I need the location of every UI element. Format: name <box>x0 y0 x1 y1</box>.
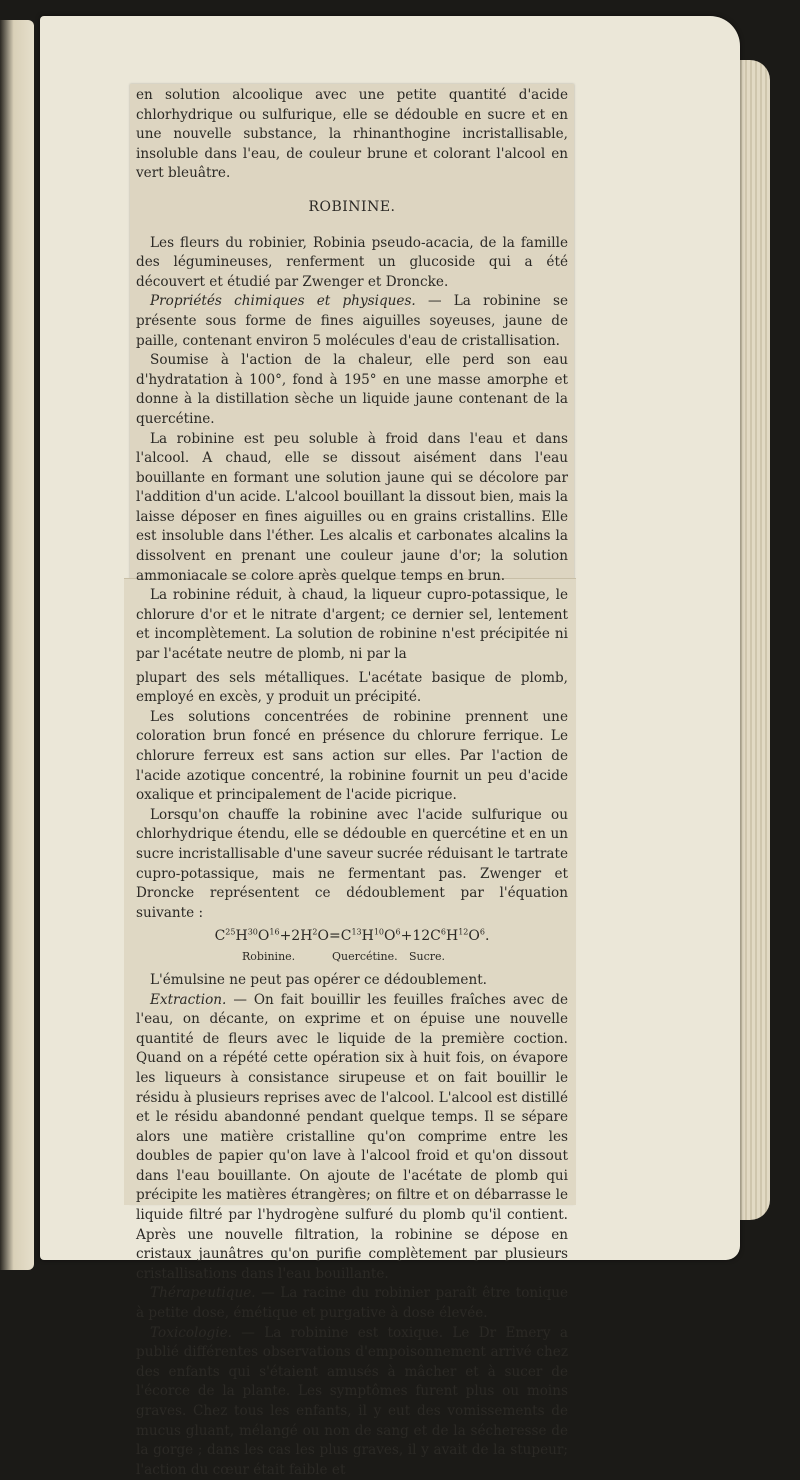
paragraph-intro: Les fleurs du robinier, Robinia pseudo-acacia, de la famille des légumineuses, renferment un glucoside qui a été découvert et étudié par Zwenger et Droncke. <box>136 234 568 290</box>
paragraph-reduction: La robinine réduit, à chaud, la liqueur cupro-potassique, le chlorure d'or et le nitrate d'argent; ce dernier sel, lentement et incomplètement. La solution de robinine n'est précipitée ni par l'acétate neutre de plomb, ni par la <box>136 587 568 663</box>
paragraph-heating: Lorsqu'on chauffe la robinine avec l'acide sulfurique ou chlorhydrique étendu, elle se dédouble en quercétine et en un sucre incristallisable d'une saveur sucrée réduisant le tartrate cupro-potassique, mais ne fermentant pas. Zwenger et Droncke représentent ce dédoublement par l'équation suivante : <box>136 806 568 921</box>
equation-labels <box>136 947 568 965</box>
extraction-label: Extraction. <box>150 991 227 1008</box>
paragraph-emulsine: L'émulsine ne peut pas opérer ce dédoublement. <box>150 971 487 988</box>
properties-text: — La robinine se présente sous forme de fines aiguilles soyeuses, jaune de paille, contenant environ 5 molécules d'eau de cristallisation. <box>136 293 568 349</box>
paragraph-concentrated: Les solutions concentrées de robinine prennent une coloration brun foncé en présence du chlorure ferrique. Le chlorure ferreux est sans action sur elles. Par l'action de l'acide azotique concentré, la robinine fournit un peu d'acide oxalique et principalement de l'acide picrique. <box>136 708 568 804</box>
left-page-edge <box>0 20 34 1270</box>
paragraph-therapeutic <box>136 1284 568 1323</box>
label-sucre: Sucre. <box>409 949 446 963</box>
paragraph-reduction-cont: plupart des sels métalliques. L'acétate basique de plomb, employé en excès, y produit un précipité. <box>136 669 568 706</box>
paragraph-extraction <box>136 991 568 1285</box>
paragraph-continuation: en solution alcoolique avec une petite quantité d'acide chlorhydrique ou sulfurique, elle se dédouble en sucre et en une nouvelle substance, la rhinanthogine incristallisable, insoluble dans l'eau, de couleur brune et colorant l'alcool en vert bleuâtre. <box>136 87 568 182</box>
paragraph-heat: Soumise à l'action de la chaleur, elle perd son eau d'hydratation à 100°, fond à 195° en une masse amorphe et donne à la distillation sèche un liquide jaune contenant de la quercétine. <box>136 352 568 427</box>
article-text <box>136 86 568 1480</box>
extraction-text: — On fait bouillir les feuilles fraîches avec de l'eau, on décante, on exprime et on épuise une nouvelle quantité de fleurs avec le liquide de la première coction. Quand on a répété cette opération six à huit fois, on évapore les liqueurs à consistance sirupeuse et on fait bouillir le résidu à plusieurs reprises avec de l'alcool. L'alcool est distillé et le résidu abandonné pendant quelque temps. Il se sépare alors une matière cristalline qu'on comprime entre les doubles de papier qu'on lave à l'alcool froid et qu'on dissout dans l'eau bouillante. On ajoute de l'acétate de plomb qui précipite les matières étrangères; on filtre et on débarrasse le liquide filtré par l'hydrogène sulfuré du plomb qu'il contient. Après une nouvelle filtration, la robinine se dépose en cristaux jaunâtres qu'on purifie complètement par plusieurs cristallisations dans l'eau bouillante. <box>136 991 568 1282</box>
toxicology-text: — La robinine est toxique. Le Dr Emery a publié différentes observations d'empoisonnement arrivé chez des enfants qui s'étaient amusés à mâcher et à sucer de l'écorce de la plante. Les symptômes furent plus ou moins graves. Chez tous les enfants, il y eut des vomissements de mucus gluant, mélangé ou non de sang et de la sécheresse de la gorge ; dans les cas les plus graves, il y avait de la stupeur; l'action du cœur était faible et <box>136 1324 568 1478</box>
therapeutic-label: Thérapeutique. <box>150 1285 256 1302</box>
properties-label: Propriétés chimiques et physiques. <box>150 293 416 310</box>
paragraph-solubility: La robinine est peu soluble à froid dans l'eau et dans l'alcool. A chaud, elle se dissout aisément dans l'eau bouillante en formant une solution jaune qui se décolore par l'addition d'un acide. L'alcool bouillant la dissout bien, mais la laisse déposer en fines aiguilles ou en grains cristallins. Elle est insoluble dans l'éther. Les alcalis et carbonates alcalins la dissolvent en prenant une couleur jaune d'or; la solution ammoniacale se colore après quelque temps en brun. <box>136 430 568 584</box>
label-quercetine: Quercétine. <box>332 949 398 963</box>
paragraph-properties <box>136 292 568 351</box>
paragraph-toxicology <box>136 1324 568 1480</box>
section-heading: ROBININE. <box>308 198 396 215</box>
chemical-equation: $C^{25}H^{30}O^{16}+2H^2O=C^{13}H^{10}O^6+12C^6H^{12}O^6$. <box>214 927 490 945</box>
toxicology-label: Toxicologie. <box>150 1324 232 1341</box>
label-robinine: Robinine. <box>242 949 296 963</box>
therapeutic-text: — La racine du robinier paraît être tonique à petite dose, émétique et purgative à dose élevée. <box>136 1285 568 1322</box>
